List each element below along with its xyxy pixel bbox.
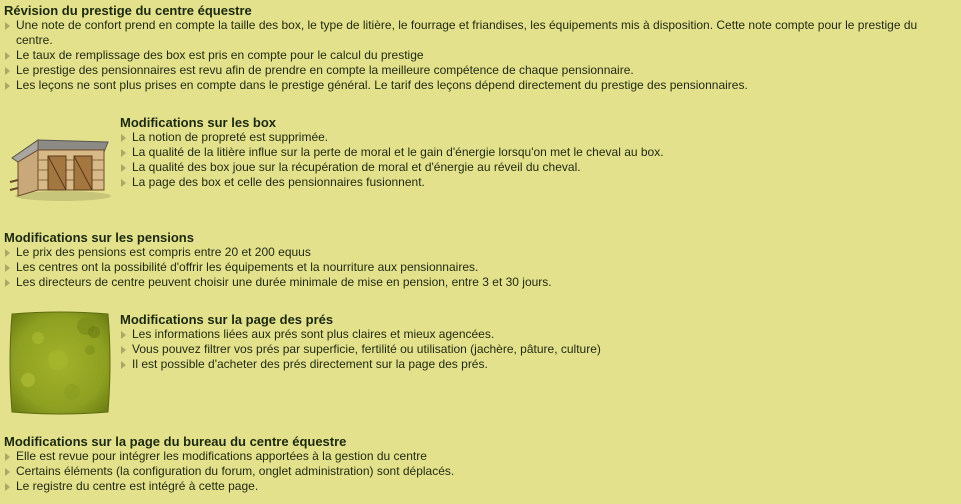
arrow-bullet-icon [121,164,126,172]
list-item: Elle est revue pour intégrer les modifications apportées à la gestion du centre [4,449,954,464]
list-item: La qualité des box joue sur la récupération de moral et d'énergie au réveil du cheval. [120,160,950,175]
arrow-bullet-icon [121,134,126,142]
list-item: Les centres ont la possibilité d'offrir les équipements et la nourriture aux pensionnaires. [4,260,954,275]
arrow-bullet-icon [5,483,10,491]
arrow-bullet-icon [121,179,126,187]
prestige-section [4,3,954,93]
list-item: Les informations liées aux prés sont plus claires et mieux agencées. [120,327,950,342]
list-item: Il est possible d'acheter des prés directement sur la page des prés. [120,357,950,372]
arrow-bullet-icon [5,279,10,287]
list-item: La notion de propreté est supprimée. [120,130,950,145]
pensions-list [4,245,954,290]
prestige-list [4,18,954,93]
arrow-bullet-icon [121,346,126,354]
arrow-bullet-icon [121,149,126,157]
list-item: Le taux de remplissage des box est pris en compte pour le calcul du prestige [4,48,954,63]
box-title: Modifications sur les box [120,115,277,130]
arrow-bullet-icon [121,361,126,369]
arrow-bullet-icon [5,22,10,30]
list-item: Certains éléments (la configuration du forum, onglet administration) sont déplacés. [4,464,954,479]
list-item: Les directeurs de centre peuvent choisir une durée minimale de mise en pension, entre 3 et 30 jours. [4,275,954,290]
arrow-bullet-icon [5,453,10,461]
list-item: Une note de confort prend en compte la taille des box, le type de litière, le fourrage et friandises, les équipements mis à disposition. Cette note compte pour le prestige du centre. [4,18,954,48]
list-item: Les leçons ne sont plus prises en compte dans le prestige général. Le tarif des leçons dépend directement du prestige des pensionnaires. [4,78,954,93]
list-item: Le prix des pensions est compris entre 20 et 200 equus [4,245,954,260]
arrow-bullet-icon [5,468,10,476]
pres-title: Modifications sur la page des prés [120,312,334,327]
pres-list [120,327,950,372]
meadow-icon [8,310,112,416]
prestige-title: Révision du prestige du centre équestre [4,3,252,18]
pensions-title: Modifications sur les pensions [4,230,194,245]
stable-icon [8,136,112,202]
box-section [120,115,950,190]
list-item: La page des box et celle des pensionnaires fusionnent. [120,175,950,190]
list-item: Le prestige des pensionnaires est revu afin de prendre en compte la meilleure compétence de chaque pensionnaire. [4,63,954,78]
list-item: Le registre du centre est intégré à cette page. [4,479,954,494]
bureau-list [4,449,954,494]
arrow-bullet-icon [121,331,126,339]
arrow-bullet-icon [5,52,10,60]
arrow-bullet-icon [5,67,10,75]
bureau-section [4,434,954,494]
pres-section [120,312,950,372]
arrow-bullet-icon [5,82,10,90]
bureau-title: Modifications sur la page du bureau du centre équestre [4,434,347,449]
list-item: La qualité de la litière influe sur la perte de moral et le gain d'énergie lorsqu'on met le cheval au box. [120,145,950,160]
pensions-section [4,230,954,290]
arrow-bullet-icon [5,264,10,272]
list-item: Vous pouvez filtrer vos prés par superficie, fertilité ou utilisation (jachère, pâture, culture) [120,342,950,357]
arrow-bullet-icon [5,249,10,257]
box-list [120,130,950,190]
